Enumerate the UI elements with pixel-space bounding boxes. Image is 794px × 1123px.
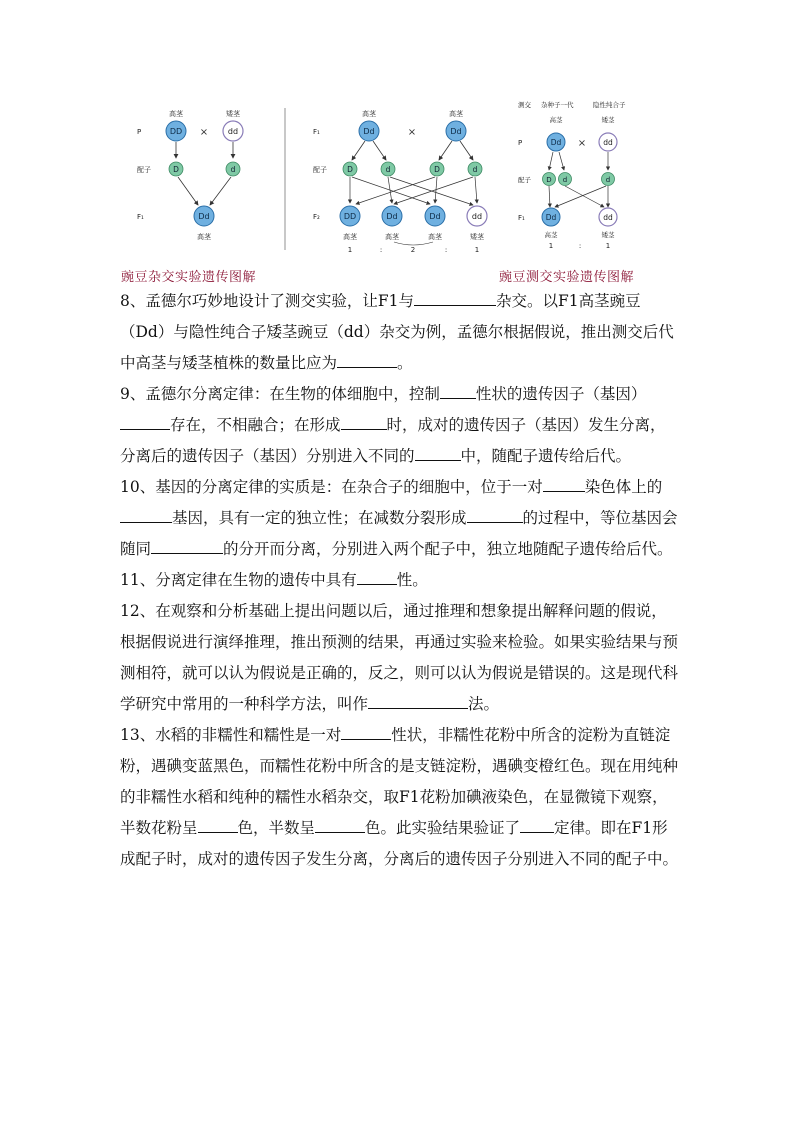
q13-blank-1[interactable] (341, 721, 391, 740)
f2-DD-text: DD (343, 212, 357, 221)
f1-gamete-3-text: D (434, 165, 440, 174)
f1-self-cross-diagram (313, 109, 487, 254)
q9-text-5: 中，随配子遗传给后代。 (460, 447, 632, 465)
test-pheno-1: 高茎 (544, 231, 558, 239)
question-9 (120, 379, 680, 472)
f2-pheno-4: 矮茎 (470, 233, 484, 241)
offspring-tall-label: 高茎 (197, 233, 211, 241)
test-offspring-Dd-text: Dd (545, 213, 557, 222)
p-generation-label: P (137, 128, 142, 136)
q10-text-3: 基因，具有一定的独立性；在减数分裂形成 (172, 509, 467, 527)
f2-dd-text: dd (471, 212, 483, 221)
test-ratio-1: 1 (548, 242, 554, 250)
question-8 (120, 286, 680, 379)
question-11 (120, 565, 680, 596)
q9-text-4: 时，成对的遗传因子（基因）发生分离，分离后的遗传因子（基因）分别进入不同的 (120, 416, 666, 465)
f1-gamete-1-text: D (347, 165, 353, 174)
test-cross-diagram (518, 100, 626, 250)
q10-text-4: 的过程中，等位基因会随同 (120, 509, 678, 558)
f2-ratio-1: 1 (347, 246, 353, 254)
f2-Dd1-text: Dd (386, 212, 398, 221)
p1-tall-label: 高茎 (169, 110, 183, 118)
test-p2-short-label: 矮茎 (601, 116, 615, 124)
f2-bracket (394, 242, 433, 245)
cross-symbol: × (199, 127, 209, 138)
q13-blank-3[interactable] (315, 814, 365, 833)
f1-parent2-tall-label: 高茎 (449, 110, 463, 118)
gamete-d-text: d (230, 165, 236, 174)
gamete-D-text: D (173, 165, 179, 174)
f2-ratio-colon2: : (444, 246, 448, 254)
genetics-diagrams (0, 0, 794, 290)
q13-blank-2[interactable] (198, 814, 238, 833)
question-list (120, 286, 680, 875)
q8-text-1: 8、孟德尔巧妙地设计了测交实验，让F1与 (120, 292, 414, 310)
q10-blank-2[interactable] (120, 504, 172, 523)
test-ratio-colon: : (578, 242, 582, 250)
f2-pheno-2: 高茎 (385, 233, 399, 241)
hybrid-cross-caption: 豌豆杂交实验遗传图解 (121, 270, 257, 285)
test-parent-Dd-text: Dd (550, 138, 562, 147)
test-f1-label: F₁ (518, 214, 525, 222)
test-gamete-D-text: D (546, 176, 552, 184)
f2-Dd2-text: Dd (429, 212, 441, 221)
f1-generation-label: F₁ (137, 213, 144, 221)
q12-blank-1[interactable] (368, 690, 468, 709)
f1-row-label: F₁ (313, 128, 320, 136)
q9-text-2: 性状的遗传因子（基因） (475, 385, 647, 403)
q9-blank-4[interactable] (415, 442, 461, 461)
test-cross-symbol: × (577, 138, 587, 149)
test-p-label: P (518, 139, 523, 147)
p2-short-label: 矮茎 (226, 110, 240, 118)
hybrid-cross-diagram (137, 109, 243, 241)
parent-DD-text: DD (169, 127, 183, 136)
offspring-Dd-text: Dd (198, 212, 210, 221)
f1-gamete-2-text: d (385, 165, 391, 174)
f1-gamete-4-text: d (472, 165, 478, 174)
test-cross-caption: 豌豆测交实验遗传图解 (499, 270, 635, 285)
q10-text-2: 染色体上的 (584, 478, 663, 496)
q12-text-2: 法。 (468, 695, 500, 713)
question-10 (120, 472, 680, 565)
q8-blank-1[interactable] (414, 287, 496, 306)
q11-text-1: 11、分离定律在生物的遗传中具有 (120, 571, 357, 589)
q8-blank-2[interactable] (337, 349, 397, 368)
q13-text-1: 13、水稻的非糯性和糯性是一对 (120, 726, 342, 744)
f2-row-label: F₂ (313, 213, 320, 221)
q9-blank-2[interactable] (120, 411, 170, 430)
q10-text-5: 的分开而分离，分别进入两个配子中，独立地随配子遗传给后代。 (223, 540, 673, 558)
test-ratio-2: 1 (605, 242, 611, 250)
q10-blank-3[interactable] (467, 504, 523, 523)
test-header-right: 隐性纯合子 (593, 101, 626, 109)
test-gamete-d2-text: d (605, 176, 611, 184)
q10-text-1: 10、基因的分离定律的实质是：在杂合子的细胞中，位于一对 (120, 478, 543, 496)
q13-text-5: 定律。即在F1形成配子时，成对的遗传因子发生分离，分离后的遗传因子分别进入不同的配子中。 (120, 819, 679, 868)
q11-text-2: 性。 (396, 571, 428, 589)
question-13 (120, 720, 680, 875)
test-parent-dd-text: dd (603, 138, 613, 147)
q8-text-3: 。 (397, 354, 413, 372)
f1-parent1-tall-label: 高茎 (362, 110, 376, 118)
gamete-row-label: 配子 (137, 166, 151, 174)
q10-blank-1[interactable] (543, 473, 585, 492)
f2-ratio-2: 2 (410, 246, 416, 254)
q9-text-3: 存在，不相融合；在形成 (170, 416, 341, 434)
q9-text-1: 9、孟德尔分离定律：在生物的体细胞中，控制 (120, 385, 440, 403)
q13-text-4: 色。此实验结果验证了 (365, 819, 521, 837)
q13-blank-4[interactable] (520, 814, 554, 833)
f1-cross-symbol: × (407, 127, 417, 138)
q13-text-3: 色，半数呈 (237, 819, 316, 837)
f2-pheno-1: 高茎 (343, 233, 357, 241)
q10-blank-4[interactable] (151, 535, 223, 554)
test-offspring-dd-text: dd (603, 213, 613, 222)
q13-text-2: 性状，非糯性花粉中所含的淀粉为直链淀粉，遇碘变蓝黑色，而糯性花粉中所含的是支链淀粉，遇碘变橙红色。现在用纯种的非糯性水稻和纯种的糯性水稻杂交，取F1花粉加碘液染色，在显微镜下观察，半数花粉呈 (120, 726, 679, 837)
f1-parent2-text: Dd (450, 127, 462, 136)
test-header-mid: 杂种子一代 (541, 101, 574, 109)
test-header-left: 测交 (518, 101, 531, 109)
test-gamete-label: 配子 (518, 176, 531, 184)
q12-text-1: 12、在观察和分析基础上提出问题以后，通过推理和想象提出解释问题的假说，根据假说进行演绎推理，推出预测的结果，再通过实验来检验。如果实验结果与预测相符，就可以认为假说是正确的，反之，则可以认为假说是错误的。这是现代科学研究中常用的一种科学方法，叫作 (120, 602, 679, 713)
f2-pheno-3: 高茎 (428, 233, 442, 241)
f1-gamete-row-label: 配子 (313, 166, 327, 174)
parent-dd-text: dd (227, 127, 239, 136)
q9-blank-1[interactable] (440, 380, 476, 399)
q11-blank-1[interactable] (357, 566, 397, 585)
f2-ratio-colon1: : (379, 246, 383, 254)
test-pheno-2: 矮茎 (601, 231, 615, 239)
q8-text-2: 杂交。以F1高茎豌豆（Dd）与隐性纯合子矮茎豌豆（dd）杂交为例，孟德尔根据假说，推出测交后代中高茎与矮茎植株的数量比应为 (120, 292, 674, 372)
f2-ratio-3: 1 (474, 246, 480, 254)
q9-blank-3[interactable] (341, 411, 387, 430)
test-p1-tall-label: 高茎 (549, 116, 563, 124)
question-12 (120, 596, 680, 720)
test-gamete-d1-text: d (562, 176, 568, 184)
f1-parent1-text: Dd (363, 127, 375, 136)
